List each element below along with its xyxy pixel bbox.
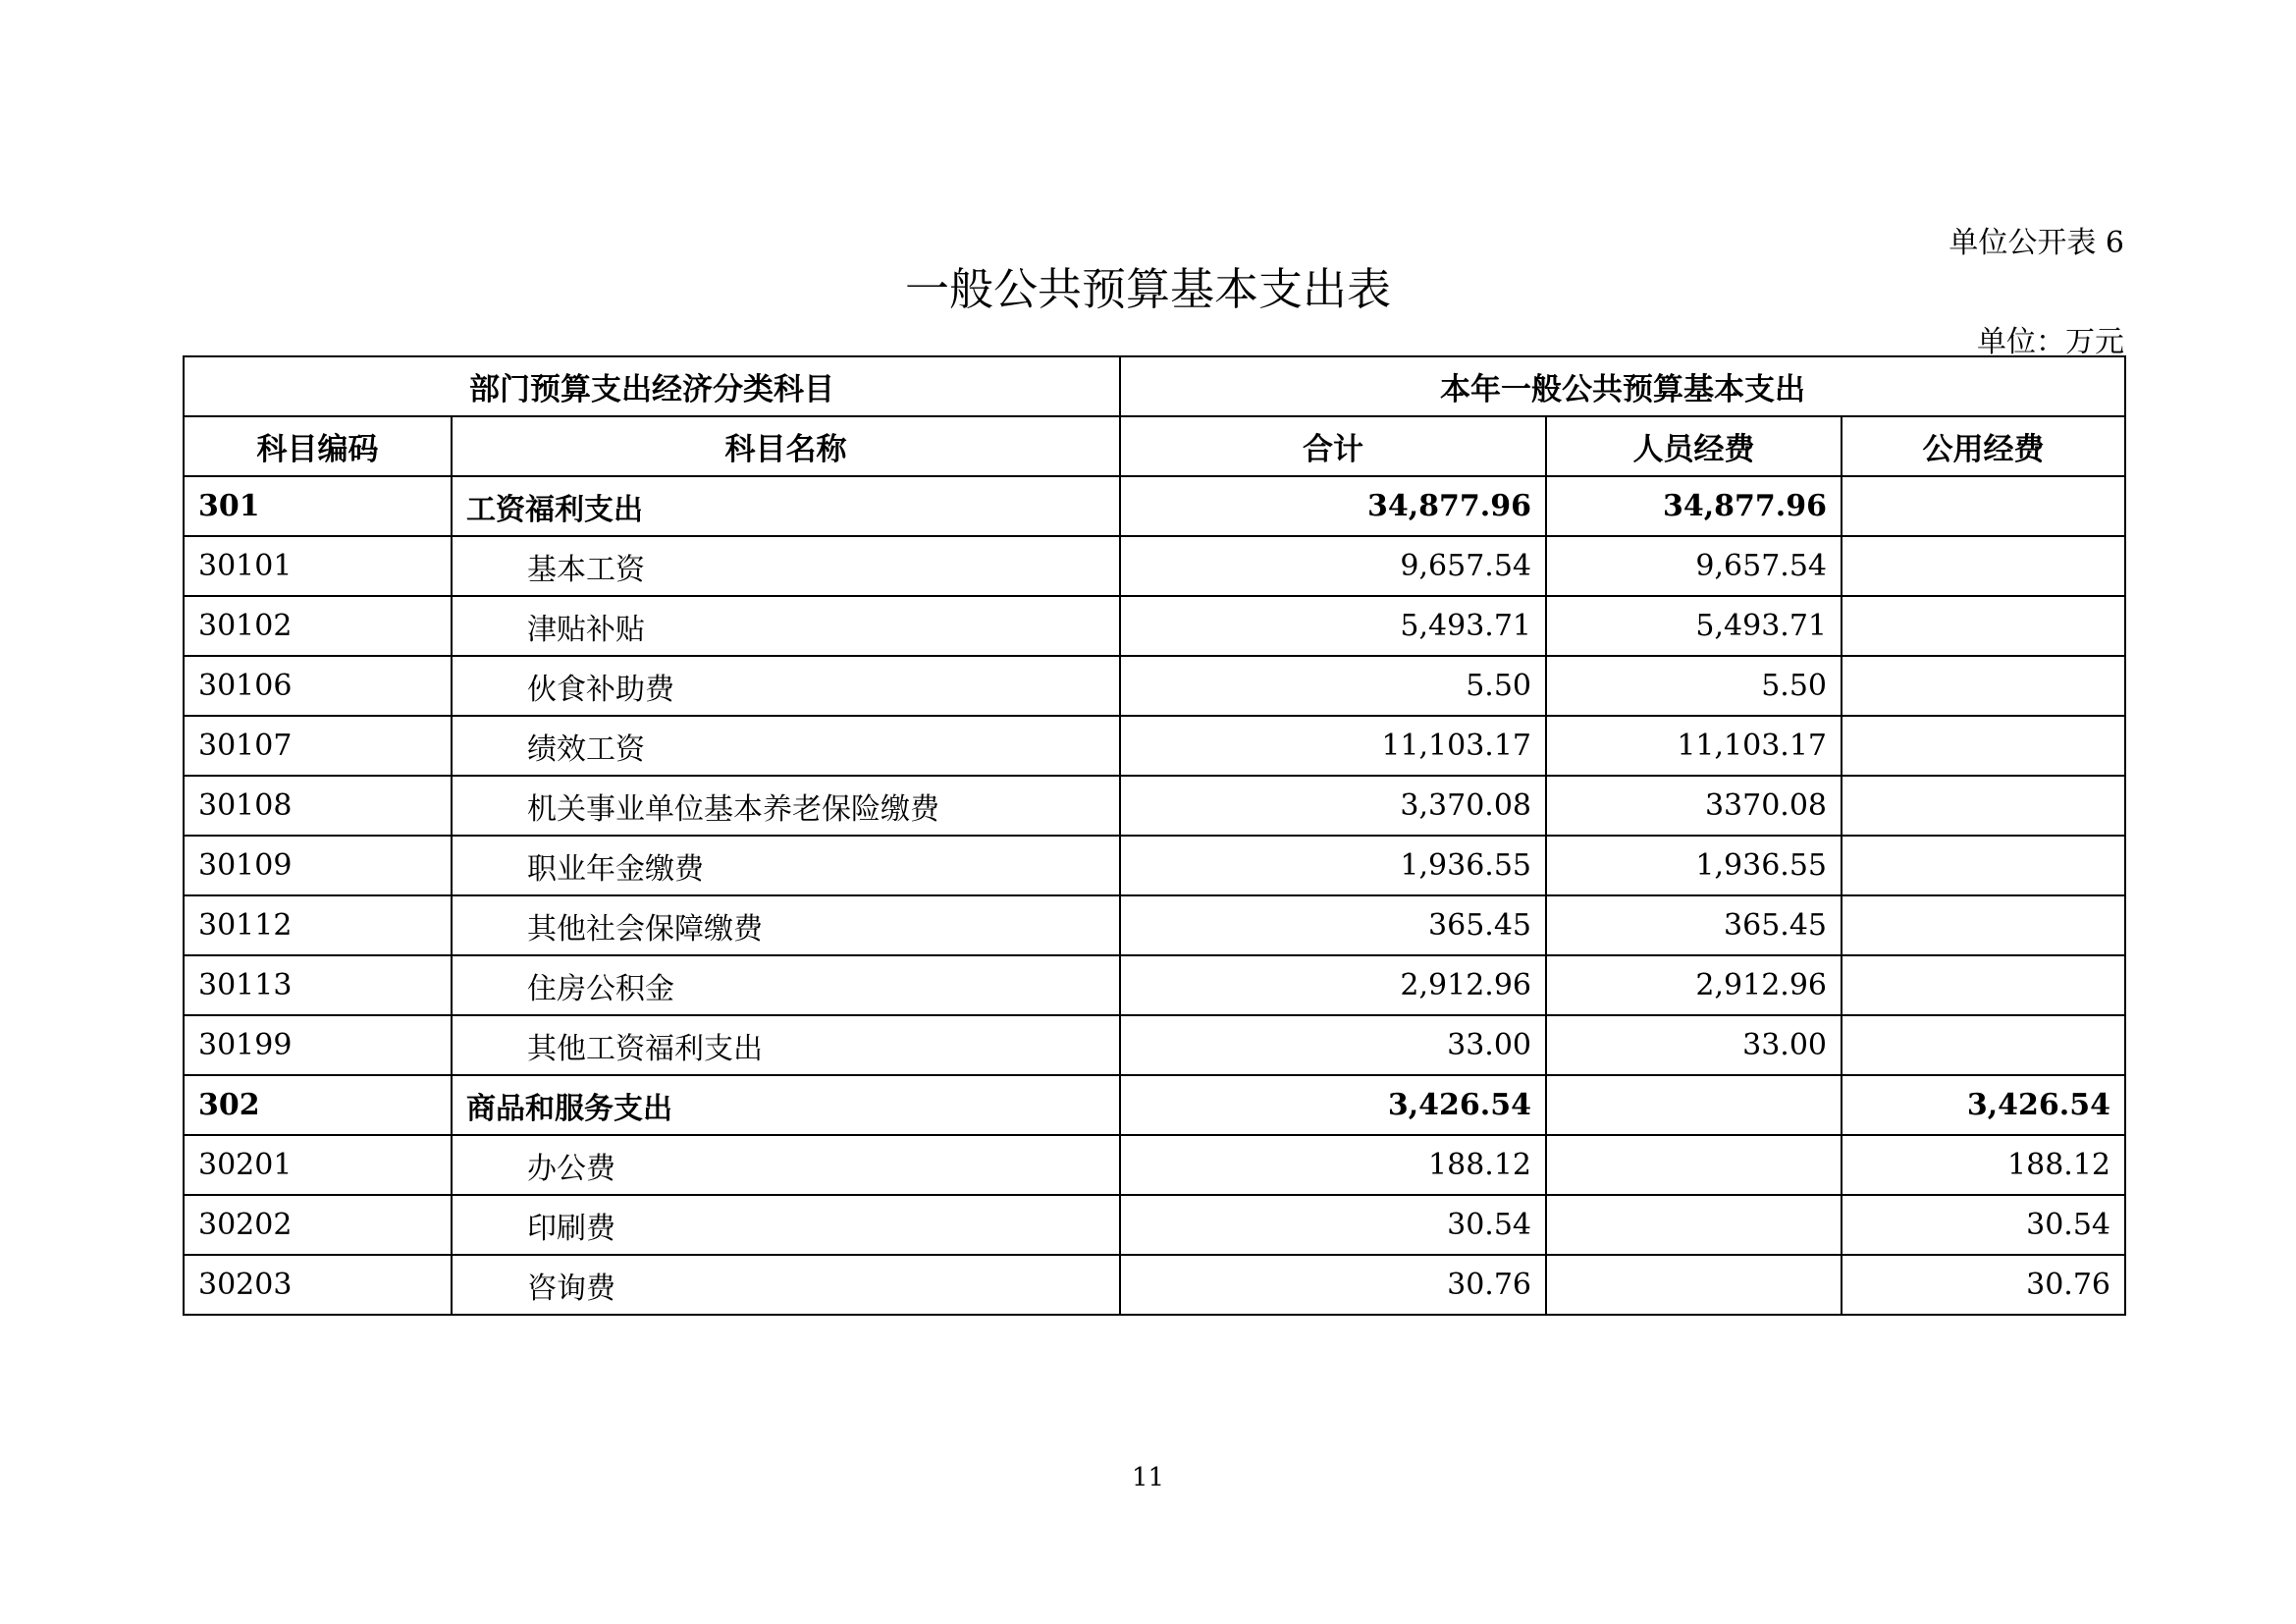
cell-total: 30.54 [1120, 1195, 1546, 1255]
cell-public [1842, 536, 2125, 596]
cell-code: 30112 [184, 895, 452, 955]
cell-code: 30202 [184, 1195, 452, 1255]
unit-label: 单位：万元 [1977, 325, 2124, 359]
cell-code: 30109 [184, 836, 452, 895]
cell-code: 30113 [184, 955, 452, 1015]
cell-total: 9,657.54 [1120, 536, 1546, 596]
cell-personnel: 34,877.96 [1546, 476, 1842, 536]
cell-total: 33.00 [1120, 1015, 1546, 1075]
cell-name: 基本工资 [452, 536, 1120, 596]
cell-personnel [1546, 1195, 1842, 1255]
group-header-row [184, 356, 2125, 416]
cell-code: 30106 [184, 656, 452, 716]
cell-total: 11,103.17 [1120, 716, 1546, 776]
cell-public [1842, 476, 2125, 536]
cell-public: 3,426.54 [1842, 1075, 2125, 1135]
cell-code: 30201 [184, 1135, 452, 1195]
cell-name: 伙食补助费 [452, 656, 1120, 716]
column-header-personnel: 人员经费 [1546, 416, 1842, 476]
table-row [184, 836, 2125, 895]
page-title: 一般公共预算基本支出表 [904, 263, 1391, 315]
page-number: 11 [1131, 1463, 1165, 1492]
column-header-name: 科目名称 [452, 416, 1120, 476]
cell-name: 印刷费 [452, 1195, 1120, 1255]
cell-total: 30.76 [1120, 1255, 1546, 1315]
classification-group-header: 部门预算支出经济分类科目 [184, 356, 1120, 416]
cell-personnel: 33.00 [1546, 1015, 1842, 1075]
cell-public [1842, 895, 2125, 955]
cell-personnel: 3370.08 [1546, 776, 1842, 836]
table-row [184, 1195, 2125, 1255]
cell-public [1842, 656, 2125, 716]
cell-total: 188.12 [1120, 1135, 1546, 1195]
cell-personnel [1546, 1075, 1842, 1135]
cell-public: 30.54 [1842, 1195, 2125, 1255]
cell-personnel: 365.45 [1546, 895, 1842, 955]
cell-personnel: 5,493.71 [1546, 596, 1842, 656]
current-year-group-header: 本年一般公共预算基本支出 [1120, 356, 2125, 416]
column-header-total: 合计 [1120, 416, 1546, 476]
budget-table [183, 355, 2126, 1316]
cell-personnel [1546, 1255, 1842, 1315]
table-row [184, 476, 2125, 536]
cell-code: 30107 [184, 716, 452, 776]
cell-code: 30101 [184, 536, 452, 596]
cell-public [1842, 1015, 2125, 1075]
table-id-label: 单位公开表 6 [1949, 226, 2124, 260]
cell-personnel: 9,657.54 [1546, 536, 1842, 596]
cell-name: 商品和服务支出 [452, 1075, 1120, 1135]
cell-total: 34,877.96 [1120, 476, 1546, 536]
cell-name: 其他工资福利支出 [452, 1015, 1120, 1075]
cell-total: 1,936.55 [1120, 836, 1546, 895]
cell-total: 3,370.08 [1120, 776, 1546, 836]
cell-personnel: 2,912.96 [1546, 955, 1842, 1015]
cell-total: 3,426.54 [1120, 1075, 1546, 1135]
column-header-row [184, 416, 2125, 476]
table-body [184, 476, 2125, 1315]
cell-name: 住房公积金 [452, 955, 1120, 1015]
cell-name: 办公费 [452, 1135, 1120, 1195]
cell-code: 30102 [184, 596, 452, 656]
cell-name: 职业年金缴费 [452, 836, 1120, 895]
cell-personnel [1546, 1135, 1842, 1195]
cell-public: 30.76 [1842, 1255, 2125, 1315]
table-row [184, 895, 2125, 955]
table-row [184, 716, 2125, 776]
cell-public [1842, 776, 2125, 836]
cell-code: 302 [184, 1075, 452, 1135]
table-row [184, 776, 2125, 836]
cell-code: 30199 [184, 1015, 452, 1075]
cell-name: 工资福利支出 [452, 476, 1120, 536]
cell-code: 301 [184, 476, 452, 536]
table-header [184, 356, 2125, 476]
cell-public [1842, 596, 2125, 656]
cell-name: 津贴补贴 [452, 596, 1120, 656]
cell-total: 2,912.96 [1120, 955, 1546, 1015]
cell-public [1842, 836, 2125, 895]
column-header-code: 科目编码 [184, 416, 452, 476]
table-row [184, 1075, 2125, 1135]
table-row [184, 596, 2125, 656]
table-row [184, 656, 2125, 716]
cell-name: 其他社会保障缴费 [452, 895, 1120, 955]
cell-code: 30203 [184, 1255, 452, 1315]
cell-total: 5,493.71 [1120, 596, 1546, 656]
cell-personnel: 1,936.55 [1546, 836, 1842, 895]
cell-name: 绩效工资 [452, 716, 1120, 776]
cell-total: 365.45 [1120, 895, 1546, 955]
table-row [184, 536, 2125, 596]
cell-public [1842, 716, 2125, 776]
cell-personnel: 5.50 [1546, 656, 1842, 716]
cell-personnel: 11,103.17 [1546, 716, 1842, 776]
column-header-public: 公用经费 [1842, 416, 2125, 476]
table-row [184, 1135, 2125, 1195]
cell-total: 5.50 [1120, 656, 1546, 716]
cell-name: 咨询费 [452, 1255, 1120, 1315]
table-row [184, 955, 2125, 1015]
cell-code: 30108 [184, 776, 452, 836]
table-row [184, 1255, 2125, 1315]
table-row [184, 1015, 2125, 1075]
cell-name: 机关事业单位基本养老保险缴费 [452, 776, 1120, 836]
cell-public [1842, 955, 2125, 1015]
cell-public: 188.12 [1842, 1135, 2125, 1195]
